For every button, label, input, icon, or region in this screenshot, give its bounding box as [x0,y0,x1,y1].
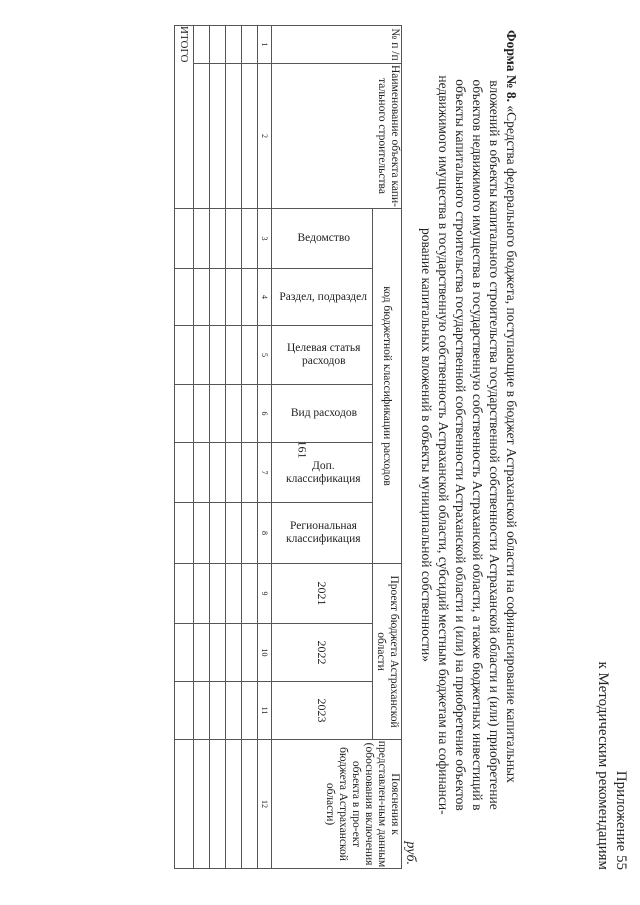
table-cell [226,503,242,564]
header-regional-class [272,503,373,564]
table-cell [194,624,210,682]
form-title-line-1: «Средства федерального бюджета, поступающие в бюджет Астраханской области на софинансирование капитальных [504,101,519,783]
table-cell [226,682,242,740]
table-cell [242,26,258,64]
table-cell [210,682,226,740]
table-cell [226,443,242,503]
table-cell [210,624,226,682]
table-cell [175,564,194,624]
form-title-line-6: рование капитальных вложений в объекты муниципальной собственности» [419,227,434,663]
table-cell [175,385,194,443]
header-object-name: Наименование объекта капи-тального строительства [272,64,402,209]
header-ministry-text: Ведомство [297,232,350,244]
appendix-title: Приложение 55 [613,770,629,870]
column-number: 4 [258,269,272,326]
budget-form-table [174,25,402,869]
rotated-page-content [160,15,640,880]
table-row [194,26,210,869]
total-label: ИТОГО [175,26,194,209]
header-expense-type-text: Вид расходов [290,407,357,419]
column-number: 6 [258,385,272,443]
column-number: 3 [258,209,272,269]
table-row [242,26,258,869]
header-section [272,269,373,326]
table-cell [242,443,258,503]
header-budget-code-group: код бюджетной классификации расходов [373,209,402,564]
table-cell [226,26,242,64]
column-number: 9 [258,564,272,624]
table-cell [226,64,242,209]
table-cell [242,326,258,385]
currency-unit: руб. [403,841,418,865]
table-cell [194,269,210,326]
appendix-block [594,661,630,870]
table-cell [175,326,194,385]
table-cell [226,740,242,869]
table-cell [175,209,194,269]
header-section-text: Раздел, подраздел [279,290,368,303]
table-cell [210,269,226,326]
table-cell [242,269,258,326]
column-number: 5 [258,326,272,385]
table-cell [210,209,226,269]
table-cell [175,740,194,869]
table-cell [194,564,210,624]
page-number: 161 [295,440,310,459]
table-cell [210,385,226,443]
header-explanation: Пояснения к представлен-ным данным (обоснования включения объекта в про-ект бюджета Астраханской области) [272,740,402,869]
header-year-2022: 2022 [272,624,373,682]
table-cell [242,64,258,209]
table-cell [175,624,194,682]
form-title-line-2: вложений в объекты капитального строительства государственной собственности Астраханской области и (или) приобретение [487,80,502,810]
header-row-1 [373,26,402,869]
header-year-2021: 2021 [272,564,373,624]
table-cell [175,443,194,503]
table-cell [210,26,226,64]
table-cell [194,503,210,564]
header-regional-class-text: Региональная классификация [286,520,361,545]
table-cell [226,564,242,624]
header-additional-class [272,443,373,503]
column-number: 8 [258,503,272,564]
table-cell [210,326,226,385]
column-number: 10 [258,624,272,682]
header-expense-type [272,385,373,443]
header-target-article [272,326,373,385]
table-cell [226,385,242,443]
table-cell [194,64,210,209]
table-cell [242,740,258,869]
table-cell [175,269,194,326]
table-cell [194,385,210,443]
table-cell [242,624,258,682]
column-number: 12 [258,740,272,869]
table-cell [194,209,210,269]
header-number: № п /п [272,26,402,64]
table-cell [210,443,226,503]
column-number: 7 [258,443,272,503]
table-cell [242,682,258,740]
table-cell [242,209,258,269]
column-number: 1 [258,26,272,64]
table-cell [194,682,210,740]
table-cell [210,564,226,624]
table-cell [226,624,242,682]
column-number-row [258,26,272,869]
form-title [418,30,520,860]
column-number: 11 [258,682,272,740]
form-title-line-5: недвижимого имущества в государственную собственность Астраханской области, субсидий местным бюджетам на софинанси- [436,75,451,815]
form-label: Форма № 8. [504,30,519,102]
table-cell [226,326,242,385]
table-cell [194,443,210,503]
header-year-2023: 2023 [272,682,373,740]
table-cell [194,326,210,385]
appendix-subtitle: к Методическим рекомендациям [595,661,611,870]
table-row [226,26,242,869]
form-title-line-4: объекты капитального строительства государственной собственности Астраханской области и (или) на приобретение объектов [453,79,468,811]
table-cell [175,503,194,564]
table-cell [210,740,226,869]
column-number: 2 [258,64,272,209]
table-row [210,26,226,869]
table-cell [210,64,226,209]
table-cell [226,269,242,326]
table-cell [194,740,210,869]
table-cell [175,682,194,740]
table-cell [210,503,226,564]
table-cell [242,385,258,443]
form-title-line-3: объектов недвижимого имущества в государственную собственность Астраханской области, а также бюджетных инвестиций в [470,79,485,811]
header-target-article-text: Целевая статья расходов [286,342,361,367]
header-additional-class-text: Доп. классификация [286,459,361,485]
table-cell [242,503,258,564]
header-ministry [272,209,373,269]
table-cell [226,209,242,269]
total-row [175,26,194,869]
table-cell [242,564,258,624]
table-cell [194,26,210,64]
header-budget-project-group: Проект бюджета Астраханской области [373,564,402,740]
